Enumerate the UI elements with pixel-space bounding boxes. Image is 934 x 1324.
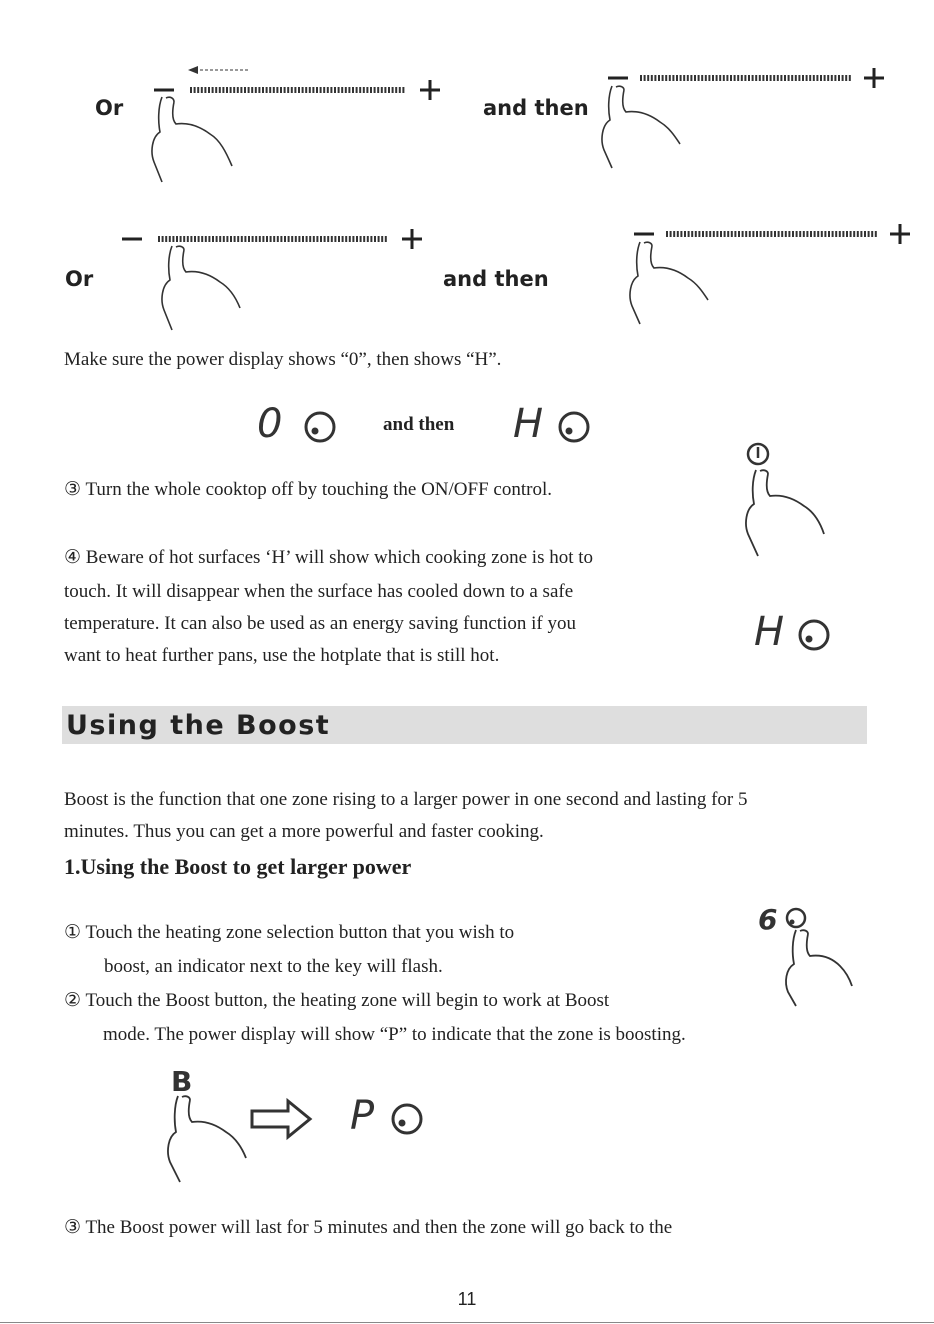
- side-display-h: H: [754, 609, 785, 655]
- boost-key-hand-icon: [156, 1094, 256, 1190]
- dial-icon: [557, 410, 591, 444]
- power-button-hand-icon: [742, 440, 832, 564]
- and-then-small: and then: [383, 414, 455, 435]
- slider-hand-diagram-3: [116, 224, 436, 344]
- display-p: P: [350, 1093, 375, 1139]
- boost-intro-line-1: Boost is the function that one zone rising to a larger power in one second and lasting for 5: [64, 789, 748, 810]
- step3-text: ③ Turn the whole cooktop off by touching the ON/OFF control.: [64, 479, 552, 500]
- step4-line-2: touch. It will disappear when the surface has cooled down to a safe: [64, 581, 574, 602]
- boost-step1-line-1: ① Touch the heating zone selection button that you wish to: [64, 922, 515, 943]
- step4-line-3: temperature. It can also be used as an energy saving function if you: [64, 613, 576, 634]
- page-bottom-rule: [0, 1322, 934, 1323]
- display-six: 6: [758, 903, 778, 936]
- display-h: H: [513, 401, 544, 447]
- boost-key-label: B: [171, 1065, 193, 1098]
- boost-step2-line-2: mode. The power display will show “P” to indicate that the zone is boosting.: [103, 1024, 686, 1045]
- section-heading-bar: [62, 706, 867, 744]
- boost-step1-line-2: boost, an indicator next to the key will flash.: [104, 956, 443, 977]
- step4-line-4: want to heat further pans, use the hotplate that is still hot.: [64, 645, 500, 666]
- slider-hand-diagram-4: [620, 220, 920, 330]
- or-label-1: Or: [95, 96, 124, 120]
- boost-intro-line-2: minutes. Thus you can get a more powerful and faster cooking.: [64, 821, 544, 842]
- and-then-label-2: and then: [443, 267, 549, 291]
- make-sure-text: Make sure the power display shows “0”, then shows “H”.: [64, 349, 502, 370]
- dial-icon: [797, 618, 831, 652]
- or-label-2: Or: [65, 267, 94, 291]
- boost-step2-line-1: ② Touch the Boost button, the heating zone will begin to work at Boost: [64, 990, 610, 1011]
- arrow-right-icon: [250, 1098, 314, 1140]
- slider-hand-diagram-1: [140, 62, 450, 192]
- display-zero: 0: [257, 401, 283, 447]
- page-number: 11: [457, 1289, 477, 1309]
- boost-step3-text: ③ The Boost power will last for 5 minutes and then the zone will go back to the: [64, 1217, 673, 1238]
- and-then-label-1: and then: [483, 96, 589, 120]
- subheading: 1.Using the Boost to get larger power: [64, 854, 412, 879]
- section-heading: Using the Boost: [66, 710, 331, 741]
- slider-hand-diagram-2: [596, 62, 896, 172]
- dial-hand-icon: [782, 906, 862, 1010]
- dial-icon: [303, 410, 337, 444]
- dial-icon: [390, 1102, 424, 1136]
- step4-line-1: ④ Beware of hot surfaces ‘H’ will show which cooking zone is hot to: [64, 547, 594, 568]
